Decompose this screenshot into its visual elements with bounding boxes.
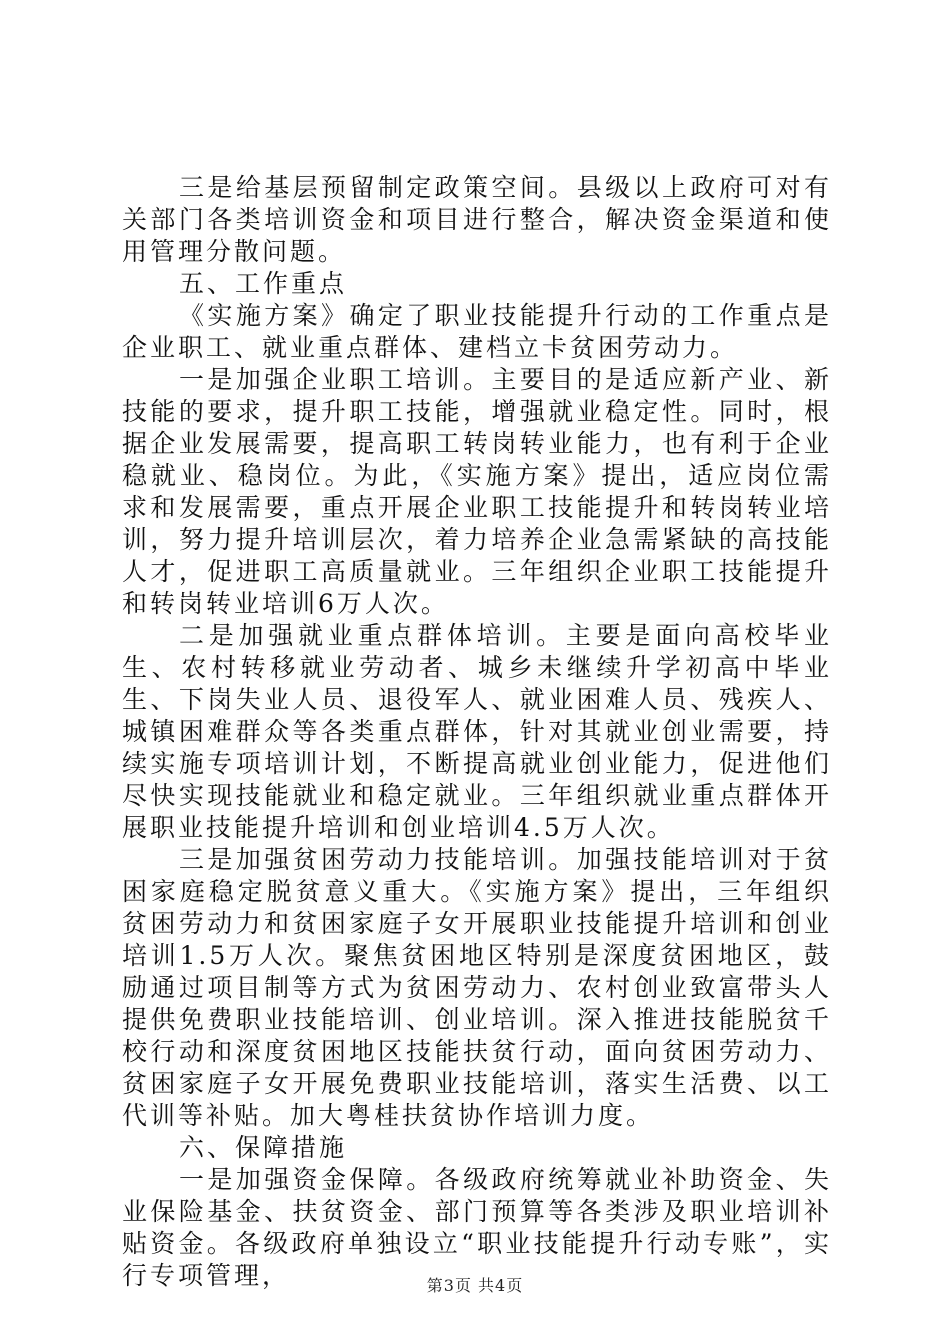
- paragraph-funding-guarantee: 一是加强资金保障。各级政府统筹就业补助资金、失业保险基金、扶贫资金、部门预算等各类涉及职业培训补贴资金。各级政府单独设立“职业技能提升行动专账”，实行专项管理，: [122, 1165, 832, 1290]
- paragraph-grassroots-policy-space: 三是给基层预留制定政策空间。县级以上政府可对有关部门各类培训资金和项目进行整合，解决资金渠道和使用管理分散问题。: [122, 173, 832, 266]
- section-heading-work-focus: 五、工作重点: [179, 269, 348, 298]
- page-number-footer: 第3页 共4页: [426, 1276, 524, 1295]
- paragraph-key-group-training: 二是加强就业重点群体培训。主要是面向高校毕业生、农村转移就业劳动者、城乡未继续升学初高中毕业生、下岗失业人员、退役军人、就业困难人员、残疾人、城镇困难群众等各类重点群体，针对其就业创业需要，持续实施专项培训计划，不断提高就业创业能力，促进他们尽快实现技能就业和稳定就业。三年组织就业重点群体开展职业技能提升培训和创业培训4.5万人次。: [122, 621, 832, 842]
- section-heading-safeguard-measures: 六、保障措施: [179, 1133, 348, 1162]
- paragraph-enterprise-worker-training: 一是加强企业职工培训。主要目的是适应新产业、新技能的要求，提升职工技能，增强就业稳定性。同时，根据企业发展需要，提高职工转岗转业能力，也有利于企业稳就业、稳岗位。为此，《实施方案》提出，适应岗位需求和发展需要，重点开展企业职工技能提升和转岗转业培训，努力提升培训层次，着力培养企业急需紧缺的高技能人才，促进职工高质量就业。三年组织企业职工技能提升和转岗转业培训6万人次。: [122, 365, 832, 618]
- paragraph-poverty-labor-training: 三是加强贫困劳动力技能培训。加强技能培训对于贫困家庭稳定脱贫意义重大。《实施方案》提出，三年组织贫困劳动力和贫困家庭子女开展职业技能提升培训和创业培训1.5万人次。聚焦贫困地区特别是深度贫困地区，鼓励通过项目制等方式为贫困劳动力、农村创业致富带头人提供免费职业技能培训、创业培训。深入推进技能脱贫千校行动和深度贫困地区技能扶贫行动，面向贫困劳动力、贫困家庭子女开展免费职业技能培训，落实生活费、以工代训等补贴。加大粤桂扶贫协作培训力度。: [122, 845, 832, 1130]
- document-body: [122, 172, 832, 1292]
- paragraph-work-focus-intro: 《实施方案》确定了职业技能提升行动的工作重点是企业职工、就业重点群体、建档立卡贫困劳动力。: [122, 301, 832, 362]
